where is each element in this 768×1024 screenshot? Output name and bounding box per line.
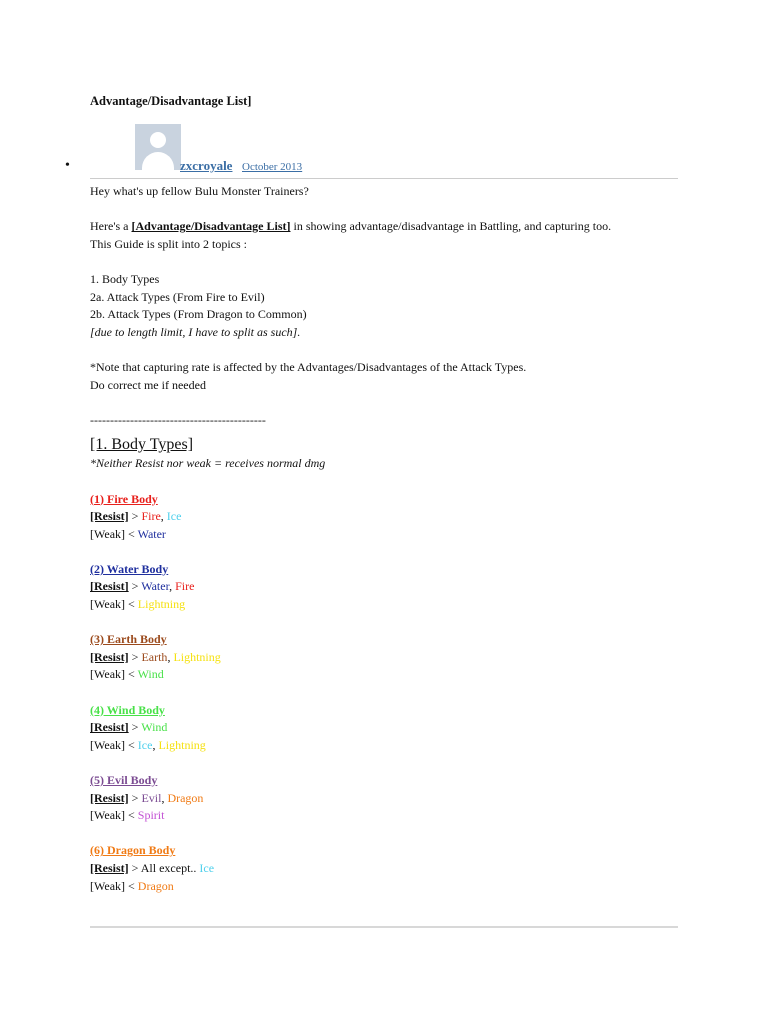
- post-date-link[interactable]: October 2013: [242, 161, 303, 173]
- resist-line: [Resist] > Fire, Ice: [90, 509, 182, 524]
- weak-label: [Weak]: [90, 737, 126, 752]
- resist-value: Evil: [141, 790, 162, 805]
- resist-value: Ice: [199, 860, 215, 875]
- author-link[interactable]: zxcroyale: [180, 158, 233, 173]
- body-type-title: (5) Evil Body: [90, 773, 158, 787]
- weak-label: [Weak]: [90, 878, 126, 893]
- weak-line: [Weak] < Lightning: [90, 597, 186, 612]
- section-heading: [1. Body Types]: [90, 436, 194, 454]
- weak-line: [Weak] < Dragon: [90, 878, 174, 893]
- resist-value: ,: [167, 649, 174, 664]
- resist-value: ,: [160, 509, 167, 524]
- resist-line: [Resist] > All except.. Ice: [90, 860, 215, 875]
- section-note: *Neither Resist nor weak = receives normal dmg: [90, 456, 326, 471]
- topic-item: 2b. Attack Types (From Dragon to Common): [90, 307, 307, 322]
- resist-value: Earth: [141, 649, 168, 664]
- resist-value: Wind: [141, 720, 168, 735]
- resist-label: [Resist]: [90, 790, 129, 805]
- resist-label: [Resist]: [90, 649, 129, 664]
- weak-value: Wind: [137, 667, 164, 682]
- page-title: Advantage/Disadvantage List]: [90, 94, 252, 108]
- resist-value: ,: [161, 790, 168, 805]
- correct-note: Do correct me if needed: [90, 377, 206, 392]
- resist-value: Lightning: [173, 649, 221, 664]
- resist-line: [Resist] > Earth, Lightning: [90, 649, 221, 664]
- header-divider: [90, 178, 678, 179]
- bullet-dot: •: [65, 158, 70, 173]
- body-type-title: (6) Dragon Body: [90, 843, 176, 858]
- resist-value: Ice: [166, 509, 182, 524]
- weak-value: ,: [152, 737, 159, 752]
- weak-value: Ice: [137, 737, 153, 752]
- length-note: [due to length limit, I have to split as such].: [90, 324, 301, 339]
- body-type-title: (2) Water Body: [90, 561, 169, 576]
- resist-value: Dragon: [167, 790, 204, 805]
- intro-line: Here's a [Advantage/Disadvantage List] in showing advantage/disadvantage in Battling, and capturing too.: [90, 219, 612, 234]
- list-title-link: [Advantage/Disadvantage List]: [131, 219, 291, 234]
- resist-label: [Resist]: [90, 579, 129, 594]
- dashed-divider: --------------------------------------------: [90, 412, 266, 427]
- resist-value: All except..: [140, 860, 200, 875]
- weak-value: Spirit: [137, 808, 165, 823]
- weak-line: [Weak] < Ice, Lightning: [90, 737, 206, 752]
- weak-label: [Weak]: [90, 808, 126, 823]
- resist-value: Fire: [141, 509, 161, 524]
- resist-value: Water: [141, 579, 170, 594]
- topic-item: 1. Body Types: [90, 271, 160, 286]
- resist-value: ,: [169, 579, 176, 594]
- resist-label: [Resist]: [90, 509, 129, 524]
- default-user-avatar-icon[interactable]: [135, 124, 181, 170]
- post-header: [60, 124, 680, 180]
- weak-line: [Weak] < Wind: [90, 667, 164, 682]
- topic-item: 2a. Attack Types (From Fire to Evil): [90, 289, 265, 304]
- weak-value: Water: [137, 526, 166, 541]
- weak-value: Dragon: [137, 878, 174, 893]
- weak-line: [Weak] < Spirit: [90, 808, 165, 823]
- weak-value: Lightning: [137, 597, 186, 612]
- weak-label: [Weak]: [90, 597, 126, 612]
- weak-line: [Weak] < Water: [90, 526, 166, 541]
- resist-line: [Resist] > Wind: [90, 720, 168, 735]
- weak-label: [Weak]: [90, 526, 126, 541]
- resist-value: Fire: [175, 579, 195, 594]
- body-type-title: (3) Earth Body: [90, 632, 167, 647]
- resist-label: [Resist]: [90, 860, 129, 875]
- weak-label: [Weak]: [90, 667, 126, 682]
- resist-line: [Resist] > Water, Fire: [90, 579, 195, 594]
- split-text: This Guide is split into 2 topics :: [90, 236, 248, 251]
- weak-value: Lightning: [158, 737, 206, 752]
- body-type-list: [90, 473, 680, 895]
- body-type-title: (1) Fire Body: [90, 491, 158, 506]
- body-type-title: (4) Wind Body: [90, 702, 165, 717]
- resist-line: [Resist] > Evil, Dragon: [90, 790, 204, 805]
- footer-divider: [90, 926, 678, 928]
- resist-label: [Resist]: [90, 720, 129, 735]
- capture-note: *Note that capturing rate is affected by the Advantages/Disadvantages of the Attack Types.: [90, 359, 527, 374]
- greeting-text: Hey what's up fellow Bulu Monster Trainers?: [90, 184, 309, 198]
- post-body: [90, 183, 680, 895]
